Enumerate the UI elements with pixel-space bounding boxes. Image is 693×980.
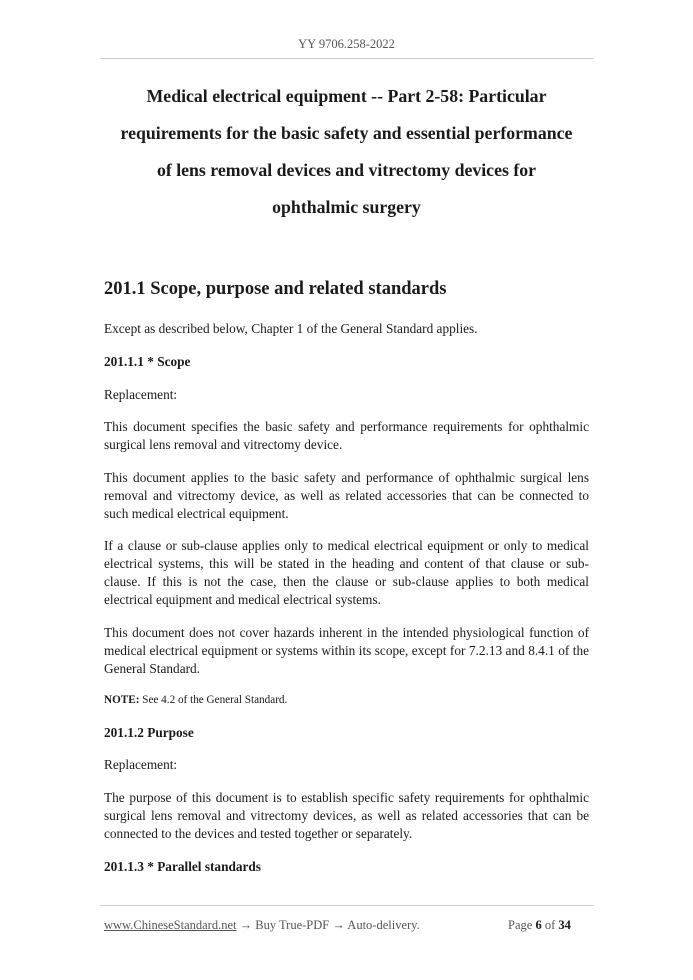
note-label: NOTE: [104,694,140,706]
scope-replacement-label: Replacement: [104,387,178,402]
of-label: of [544,918,556,932]
scope-paragraph: This document specifies the basic safety and performance requirements for ophthalmic surgical lens removal and vitrectomy device. [104,419,589,452]
scope-heading: 201.1.1 * Scope [104,354,191,369]
note-text: See 4.2 of the General Standard. [139,694,288,706]
scope-paragraph: This document does not cover hazards inherent in the intended physiological function of medical electrical equipment or systems within its scope, except for 7.2.13 and 8.4.1 of the General Standard. [104,625,589,676]
page-label: Page [508,918,533,932]
page-number: 6 [535,918,542,932]
purpose-paragraph: The purpose of this document is to establish specific safety requirements for ophthalmic surgical lens removal and vitrectomy devices, as well as related accessories that can be connected to the devices and tested together or separately. [104,790,589,841]
parallel-standards-heading: 201.1.3 * Parallel standards [104,859,261,874]
document-title [90,78,603,226]
footer-divider [100,905,594,906]
purpose-replacement-label: Replacement: [104,757,178,772]
scope-note [104,691,589,709]
scope-paragraph: If a clause or sub-clause applies only to medical electrical equipment or only to medical electrical systems, this will be stated in the heading and content of that clause or sub-clause. If this is not the case, then the clause or sub-clause applies to both medical electrical equipment and medical electrical systems. [104,538,589,607]
header-divider [100,58,594,59]
title-line: requirements for the basic safety and essential performance [120,123,573,143]
scope-paragraph: This document applies to the basic safety and performance of ophthalmic surgical lens removal and vitrectomy device, as well as related accessories that can be connected to such medical electrical equipment. [104,470,589,521]
header-standard-code: YY 9706.258-2022 [298,37,395,51]
purpose-heading: 201.1.2 Purpose [104,725,194,740]
footer-links [104,918,420,933]
page-indicator [508,918,571,933]
site-link[interactable]: www.ChineseStandard.net [104,918,237,932]
title-line: Medical electrical equipment -- Part 2-58: Particular [146,86,547,106]
section-intro: Except as described below, Chapter 1 of the General Standard applies. [104,321,478,336]
total-pages: 34 [558,918,571,932]
title-line: of lens removal devices and vitrectomy devices for [156,160,537,180]
title-line: ophthalmic surgery [272,197,421,217]
footer-buy-text: → Buy True-PDF → Auto-delivery. [236,918,420,932]
section-heading: 201.1 Scope, purpose and related standards [104,279,447,299]
